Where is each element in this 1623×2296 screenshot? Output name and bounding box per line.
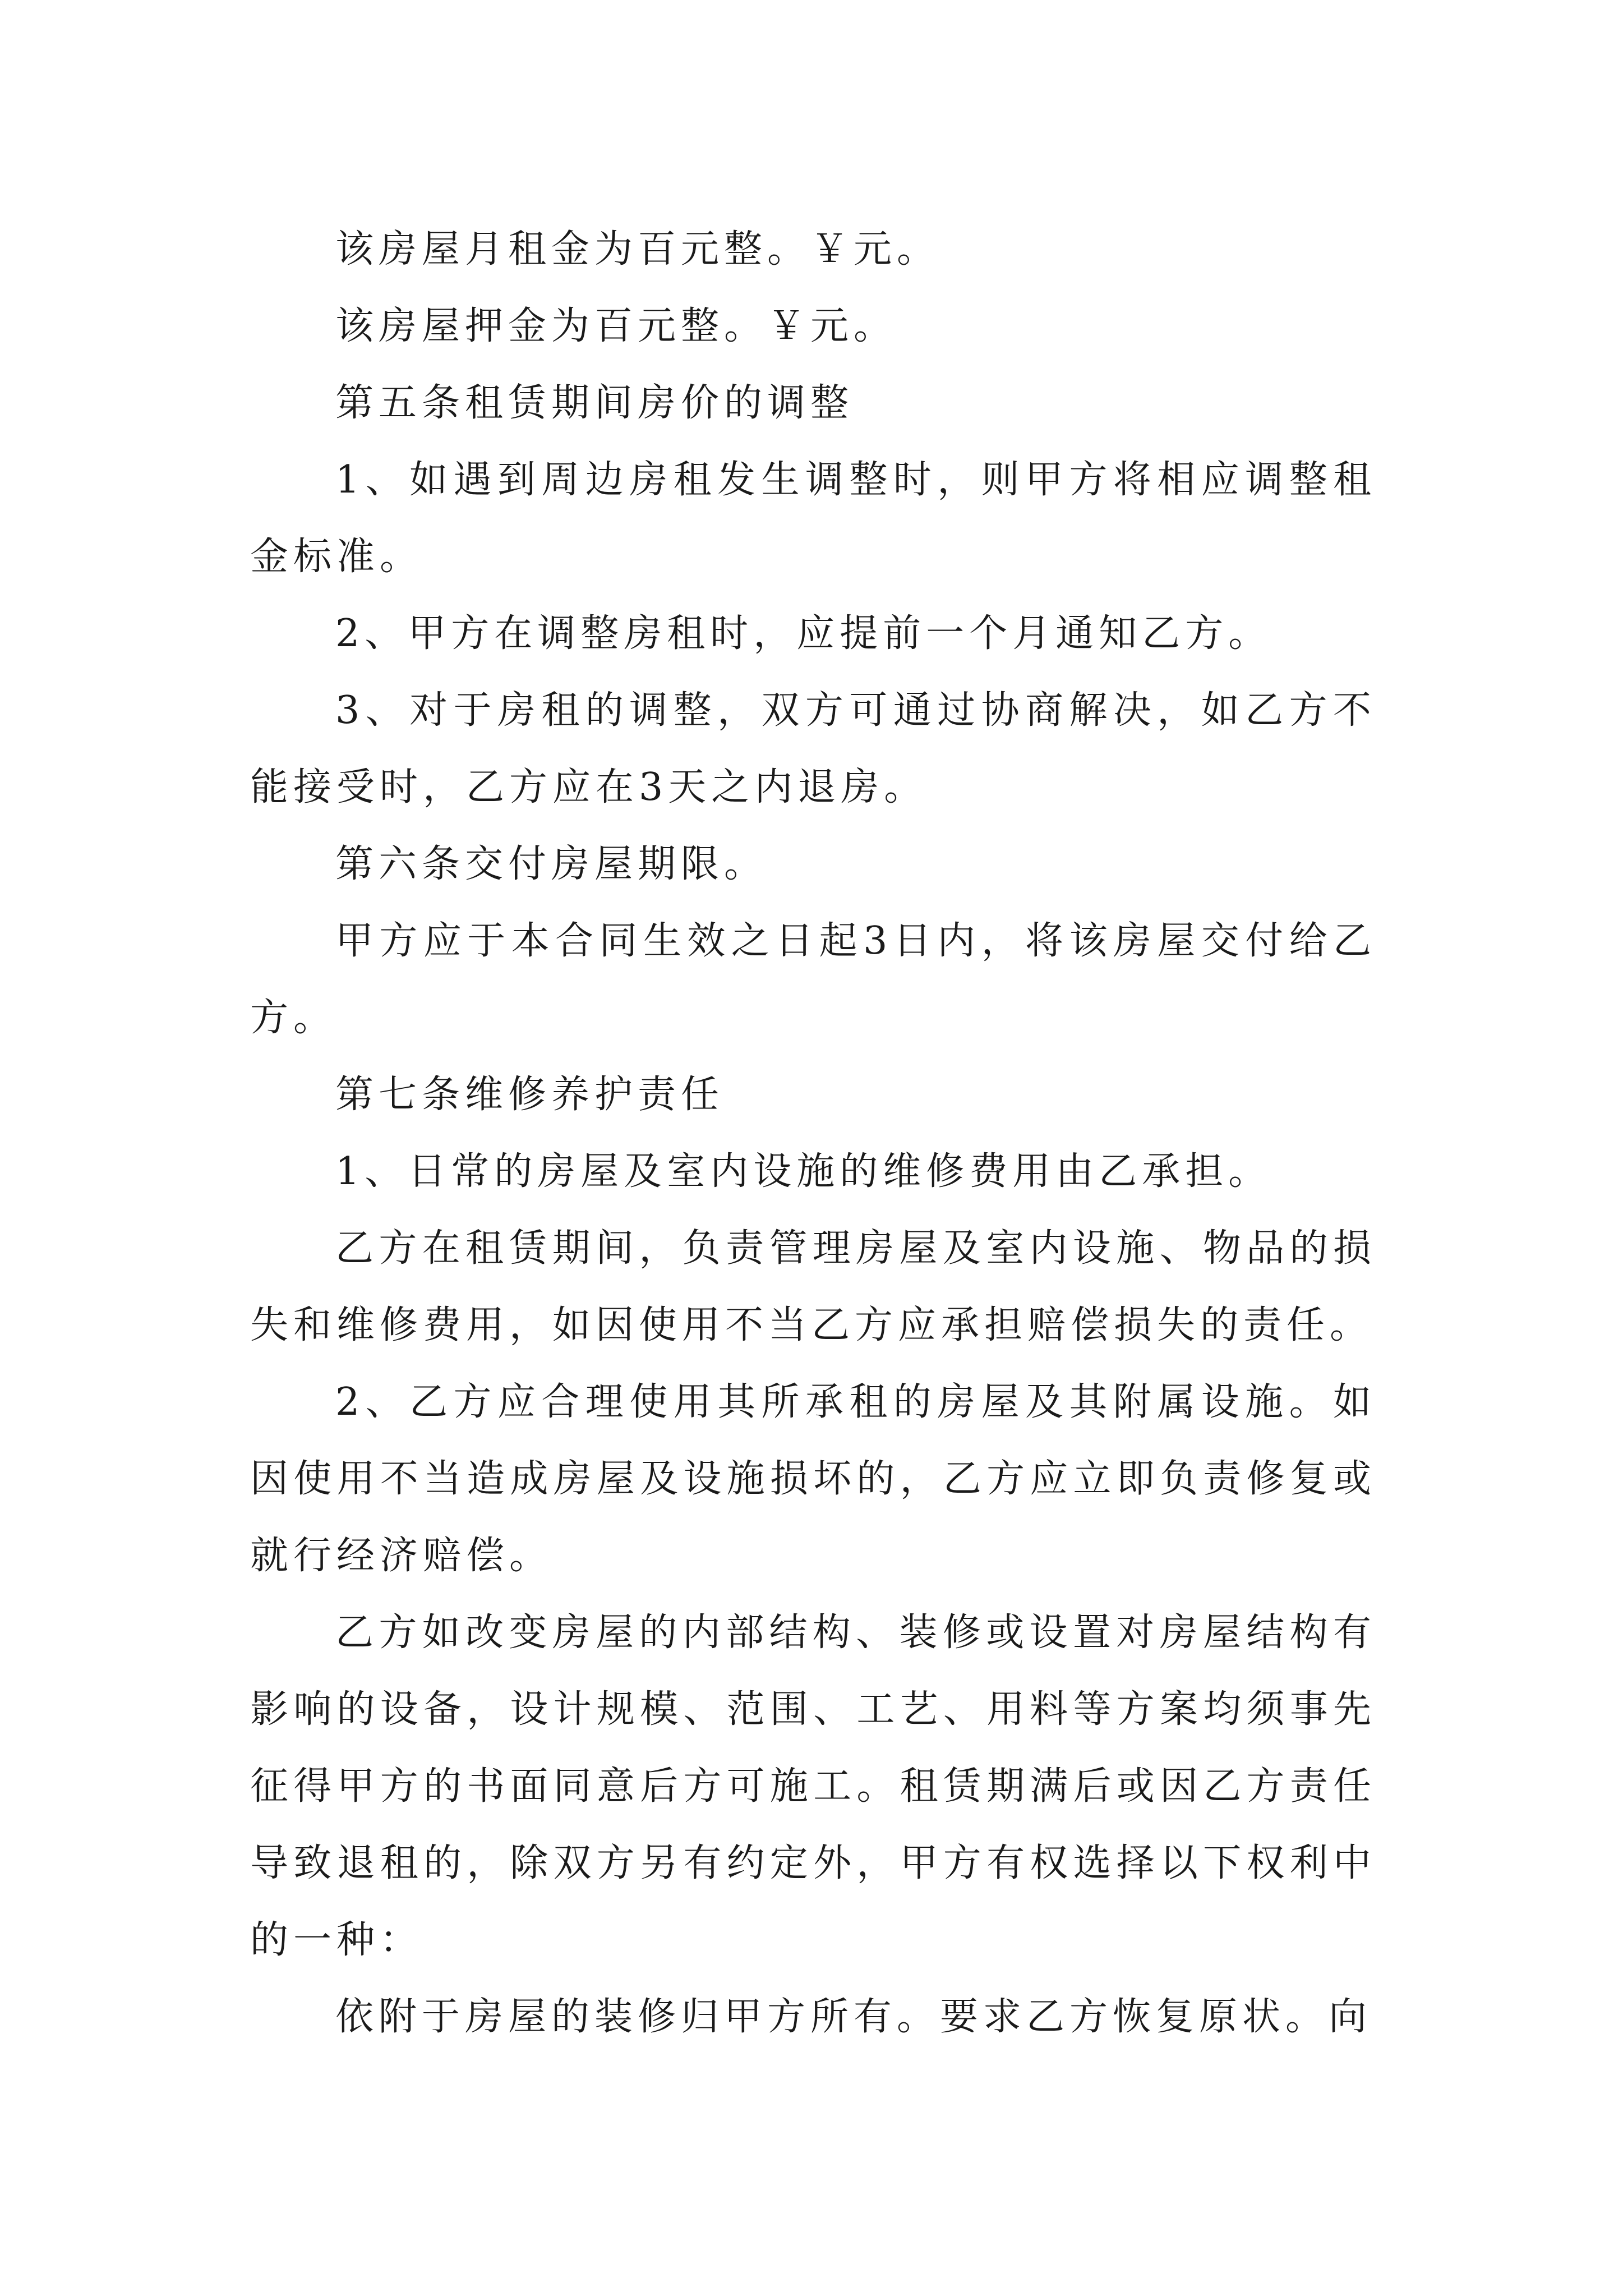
paragraph-article-5-item-1: 1、如遇到周边房租发生调整时，则甲方将相应调整租金标准。	[250, 458, 1376, 579]
paragraph-article-5-item-2: 2、甲方在调整房租时，应提前一个月通知乙方。	[335, 611, 1272, 656]
paragraph-article-6-body: 甲方应于本合同生效之日起3日内，将该房屋交付给乙方。	[250, 919, 1376, 1040]
paragraph-article-7-tenant-duty: 乙方在租赁期间，负责管理房屋及室内设施、物品的损失和维修费用，如因使用不当乙方应承担赔偿损失的责任。	[250, 1226, 1376, 1347]
paragraph-article-7-item-1: 1、日常的房屋及室内设施的维修费用由乙承担。	[335, 1149, 1272, 1194]
paragraph-article-7-alterations: 乙方如改变房屋的内部结构、装修或设置对房屋结构有影响的设备，设计规模、范围、工艺、用料等方案均须事先征得甲方的书面同意后方可施工。租赁期满后或因乙方责任导致退租的，除双方另有约定外，甲方有权选择以下权利中的一种：	[250, 1611, 1376, 1962]
paragraph-deposit: 该房屋押金为百元整。￥元。	[335, 304, 897, 348]
heading-article-5: 第五条租赁期间房价的调整	[335, 381, 854, 425]
paragraph-article-5-item-3: 3、对于房租的调整，双方可通过协商解决，如乙方不能接受时，乙方应在3天之内退房。	[250, 688, 1376, 809]
heading-article-7: 第七条维修养护责任	[335, 1073, 725, 1117]
paragraph-article-7-fixtures: 依附于房屋的装修归甲方所有。要求乙方恢复原状。向	[335, 1995, 1372, 2039]
heading-article-6: 第六条交付房屋期限。	[335, 842, 768, 886]
document-body	[250, 211, 1376, 2055]
paragraph-article-7-item-2: 2、乙方应合理使用其所承租的房屋及其附属设施。如因使用不当造成房屋及设施损坏的，乙方应立即负责修复或就行经济赔偿。	[250, 1380, 1376, 1578]
paragraph-monthly-rent: 该房屋月租金为百元整。￥元。	[335, 227, 940, 272]
